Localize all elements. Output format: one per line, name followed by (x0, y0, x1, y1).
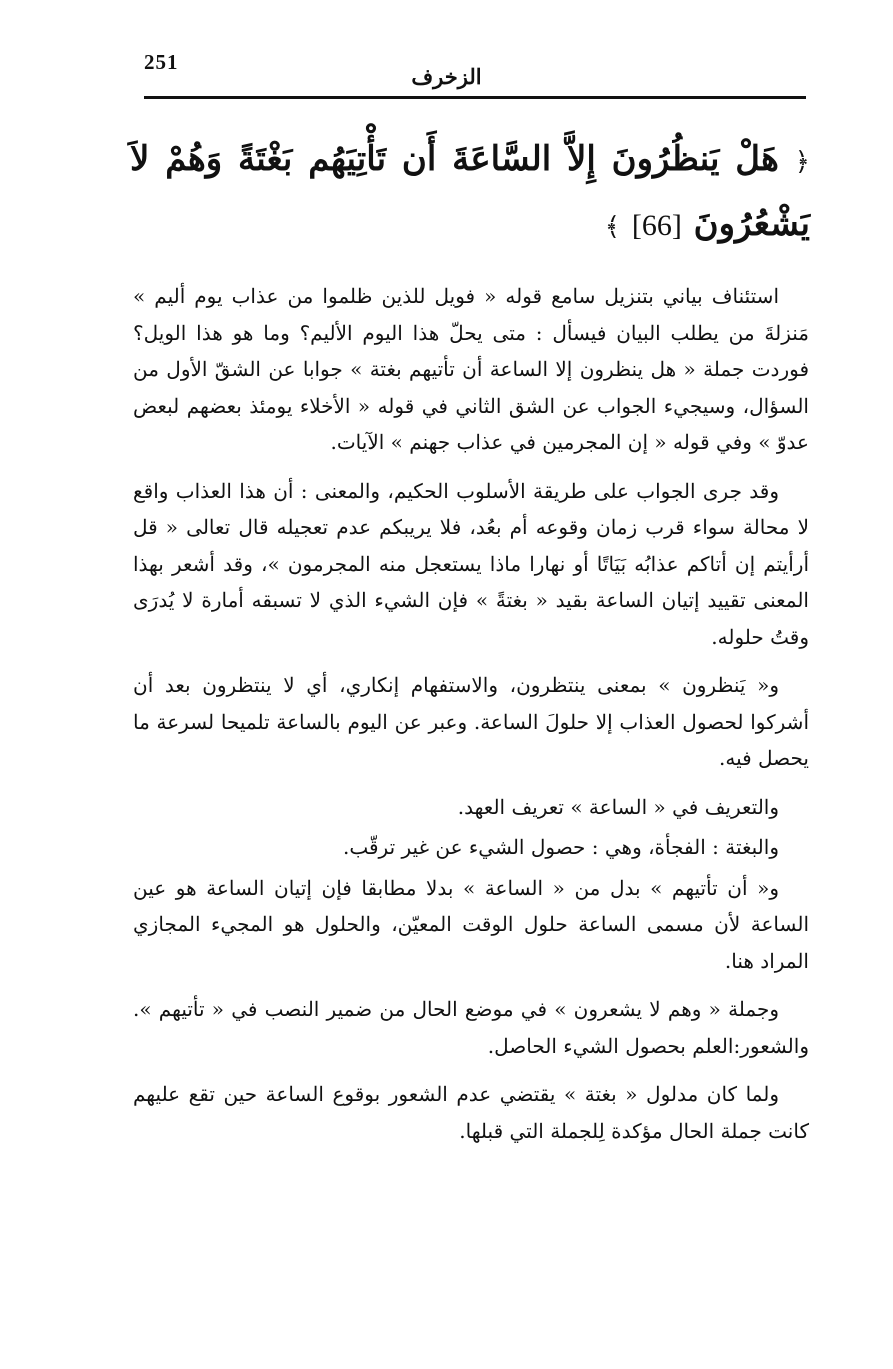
verse-number: [66] (631, 209, 682, 242)
quran-verse (130, 128, 810, 258)
commentary-text (133, 278, 809, 1153)
paragraph-2: وقد جرى الجواب على طريقة الأسلوب الحكيم، والمعنى : أن هذا العذاب واقع لا محالة سواء قرب زمان وقوعه أم بعُد، فلا يريبكم عدم تعجيله قال تعالى « قل أرأيتم إن أتاكم عذابُه بَيَاتًا أو نهارا ماذا يستعجل منه المجرمون »، وقد أشعر بهذا المعنى تقييد إتيان الساعة بقيد « بغتةً » فإن الشيء الذي لا تسبقه أمارة لا يُدرَى وقتُ حلوله. (133, 478, 809, 649)
verse-close-bracket: ﴾ (604, 212, 620, 242)
verse-open-bracket: ﴿ (794, 147, 811, 177)
verse-text: هَلْ يَنظُرُونَ إِلاَّ السَّاعَةَ أَن تَأْتِيَهُم بَغْتَةً وَهُمْ لاَ يَشْعُرُونَ (130, 139, 810, 244)
header-rule (144, 96, 806, 99)
paragraph-7: وجملة « وهم لا يشعرون » في موضع الحال من ضمير النصب في « تأتيهم ». والشعور:العلم بحصول الشيء الحاصل. (133, 997, 809, 1058)
page-number: 251 (144, 50, 179, 74)
running-title: الزخرف (411, 64, 482, 89)
paragraph-5: والبغتة : الفجأة، وهي : حصول الشيء عن غير ترقّب. (342, 835, 779, 859)
paragraph-8: ولما كان مدلول « بغتة » يقتضي عدم الشعور بوقوع الساعة حين تقع عليهم كانت جملة الحال مؤكدة لِلجملة التي قبلها. (133, 1082, 809, 1143)
paragraph-3: و« يَنظرون » بمعنى ينتظرون، والاستفهام إنكاري، أي لا ينتظرون بعد أن أشركوا لحصول العذاب إلا حلولَ الساعة. وعبر عن اليوم بالساعة تلميحا لسرعة ما يحصل فيه. (133, 673, 809, 770)
paragraph-1: استئناف بياني بتنزيل سامع قوله « فويل للذين ظلموا من عذاب يوم أليم » مَنزلةَ من يطلب البيان فيسأل : متى يحلّ هذا اليوم الأليم؟ وما هو هذا الويل؟ فوردت جملة « هل ينظرون إلا الساعة أن تأتيهم بغتة » جوابا عن الشقّ الأول من السؤال، وسيجيء الجواب عن الشق الثاني في قوله « الأخلاء يومئذ بعضهم لبعض عدوّ » وفي قوله « إن المجرمين في عذاب جهنم » الآيات. (133, 284, 810, 454)
paragraph-4: والتعريف في « الساعة » تعريف العهد. (457, 794, 779, 819)
paragraph-6: و« أن تأتيهم » بدل من « الساعة » بدلا مطابقا فإن إتيان الساعة هو عين الساعة لأن مسمى الساعة حلول الوقت المعيّن، والحلول هو المجيء المجازي المراد هنا. (133, 875, 809, 973)
